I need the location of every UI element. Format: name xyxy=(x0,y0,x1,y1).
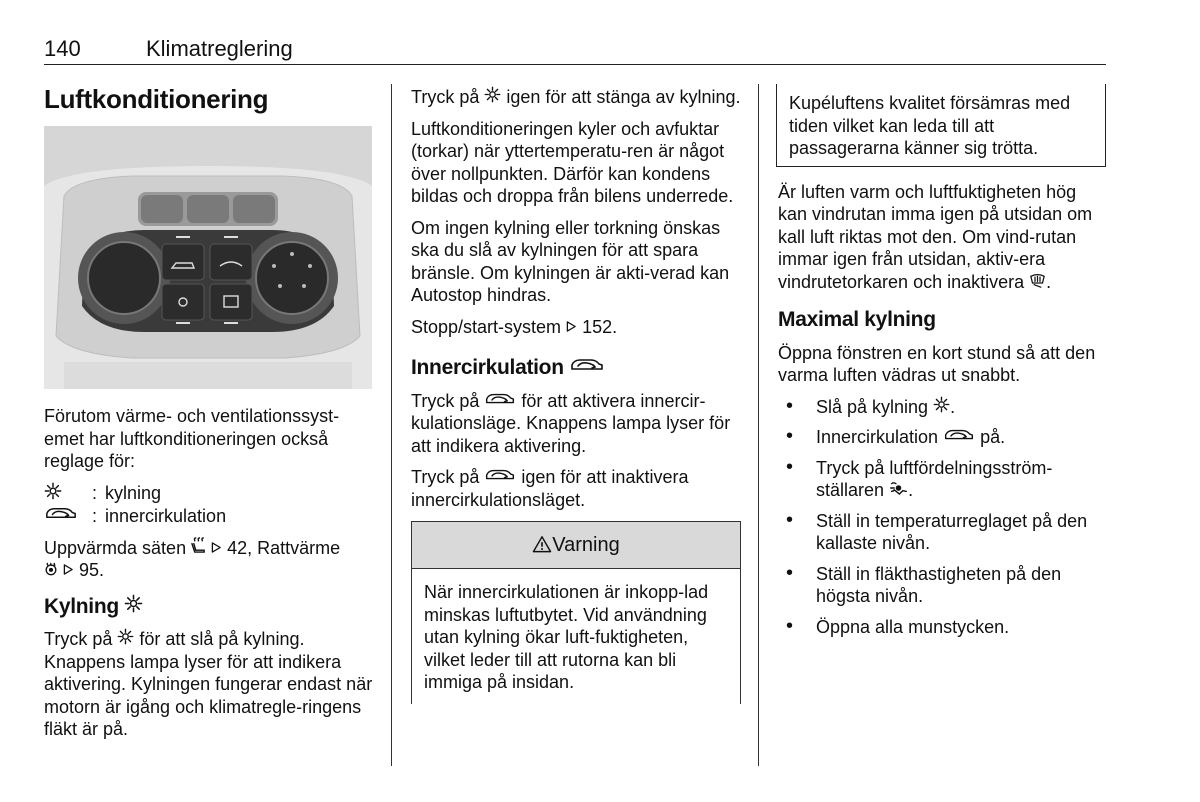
page-number: 140 xyxy=(44,36,81,61)
recirculation-icon xyxy=(484,467,516,483)
legend-separator: : xyxy=(92,506,98,526)
column-divider-2 xyxy=(758,84,759,766)
cooling-heading-text: Kylning xyxy=(44,594,119,618)
column-1 xyxy=(44,405,376,750)
list-item-end: . xyxy=(950,396,956,417)
max-cooling-intro: Öppna fönstren en kort stund så att den varma luften vädras ut snabbt. xyxy=(778,342,1096,385)
list-item-end: på. xyxy=(980,427,1006,447)
warning-header xyxy=(412,521,740,569)
max-cooling-steps xyxy=(778,396,1106,639)
chapter-title: Klimatreglering xyxy=(146,36,293,61)
list-item xyxy=(778,457,1106,502)
warning-box xyxy=(411,521,741,704)
list-item-text: Slå på kylning xyxy=(816,396,929,417)
fuel-saving-paragraph: Om ingen kylning eller torkning önskas ska du slå av kylningen för att spara bränsle. Om kylningen är akti-verad kan Autostop hindras. xyxy=(411,217,730,305)
column-2 xyxy=(411,86,741,704)
stop-start-text: Stopp/start-system xyxy=(411,316,562,337)
stop-start-page: 152. xyxy=(582,316,618,337)
legend-text-recirculation: innercirkulation xyxy=(105,506,227,526)
intro-paragraph: Förutom värme- och ventilationssyst-emet har luftkonditioneringen också reglage för: xyxy=(44,406,340,471)
snowflake-icon xyxy=(484,86,501,103)
stop-start-reference xyxy=(411,316,741,339)
list-item xyxy=(778,563,1106,608)
steering-wheel-heating-icon xyxy=(44,562,58,576)
recirculation-icon xyxy=(44,505,78,522)
snowflake-icon xyxy=(124,594,143,613)
air-quality-note: Kupéluftens kvalitet försämras med tiden vilket kan leda till att passagerarna känner sig trötta. xyxy=(776,84,1106,167)
warning-text: När innercirkulationen är inkopp-lad minskas luftutbytet. Vid användning utan kylning ökar luft-fuktigheten, vilket leder till att rutorna kan bli immiga på insidan. xyxy=(424,582,709,692)
list-item-text: Innercirkulation xyxy=(816,427,939,447)
list-item xyxy=(778,616,1106,639)
max-cooling-heading: Maximal kylning xyxy=(778,308,936,331)
recirculation-icon xyxy=(484,391,516,407)
cooling-heading xyxy=(44,594,376,619)
reference-arrow-icon xyxy=(566,320,577,333)
legend-row-cooling xyxy=(44,482,376,506)
rear-window-heating-icon xyxy=(1029,273,1046,288)
cooling-off-paragraph xyxy=(411,86,741,109)
section-title: Luftkonditionering xyxy=(44,84,269,114)
legend-separator: : xyxy=(92,482,98,503)
legend-text-cooling: kylning xyxy=(105,482,162,503)
snowflake-icon xyxy=(933,396,950,413)
fogging-end: . xyxy=(1046,271,1052,292)
ac-description-paragraph: Luftkonditioneringen kyler och avfuktar (torkar) när yttertemperatu-ren är något över nollpunkten. Därför kan kondens bildas och droppa från bilens underrede. xyxy=(411,118,734,206)
legend-row-recirculation xyxy=(44,505,376,528)
recirculation-icon xyxy=(943,427,975,443)
warning-title: Varning xyxy=(552,534,620,556)
list-item xyxy=(778,510,1106,555)
warning-triangle-icon xyxy=(532,535,552,553)
cooling-paragraph xyxy=(44,628,376,741)
list-item-text: Öppna alla munstycken. xyxy=(816,616,1010,637)
column-3 xyxy=(778,84,1106,646)
climate-control-panel-photo xyxy=(44,126,372,389)
cooling-text-b: för att slå på kylning. Knappens lampa lyser för att indikera aktivering. Kylningen fungerar endast när motorn är igång och klimatregle-ringens fläkt är på. xyxy=(44,629,373,739)
page-header xyxy=(44,34,1106,65)
heated-seats-paragraph xyxy=(44,537,376,582)
reference-arrow-icon xyxy=(211,541,222,554)
list-item xyxy=(778,426,1106,449)
heated-seats-text: Uppvärmda säten xyxy=(44,537,187,558)
recirculation-on-text-b: för att aktivera innercir-kulationsläge. Knappens lampa lyser för att indikera aktivering. xyxy=(411,390,731,456)
list-item-text: Tryck på luftfördelningsström-ställaren xyxy=(816,457,1053,500)
steering-wheel-ref: 95. xyxy=(79,560,105,580)
cooling-text-a: Tryck på xyxy=(44,629,113,649)
list-item-text: Ställ in temperaturreglaget på den kallaste nivån. xyxy=(816,510,1088,553)
recirculation-on-text-a: Tryck på xyxy=(411,390,480,411)
recirculation-off-paragraph xyxy=(411,466,741,511)
heated-seats-ref: 42, Rattvärme xyxy=(227,537,341,558)
cooling-off-text-b: igen för att stänga av kylning. xyxy=(506,87,741,107)
recirculation-off-text-a: Tryck på xyxy=(411,467,480,487)
recirculation-heading-text: Innercirkulation xyxy=(411,356,564,379)
snowflake-icon xyxy=(44,482,62,500)
seat-heating-icon xyxy=(191,537,206,554)
snowflake-icon xyxy=(117,628,134,645)
column-divider-1 xyxy=(391,84,392,766)
cooling-off-text-a: Tryck på xyxy=(411,87,480,107)
fogging-text: Är luften varm och luftfuktigheten hög kan vindrutan imma igen på utsidan om kall luft riktas mot den. Om vind-rutan immar igen från utsidan, aktiv-era vindrutetorkaren och inaktivera xyxy=(778,181,1093,292)
reference-arrow-icon xyxy=(63,563,74,576)
recirculation-off-text-b: igen för att inaktivera innercirkulationsläget. xyxy=(411,467,689,510)
recirculation-icon xyxy=(569,356,605,374)
list-item xyxy=(778,396,1106,419)
airflow-windshield-icon xyxy=(889,480,908,496)
recirculation-on-paragraph xyxy=(411,390,741,458)
list-item-end: . xyxy=(908,480,914,500)
fogging-paragraph xyxy=(778,181,1106,294)
list-item-text: Ställ in fläkthastigheten på den högsta nivån. xyxy=(816,563,1062,606)
recirculation-heading xyxy=(411,356,741,380)
